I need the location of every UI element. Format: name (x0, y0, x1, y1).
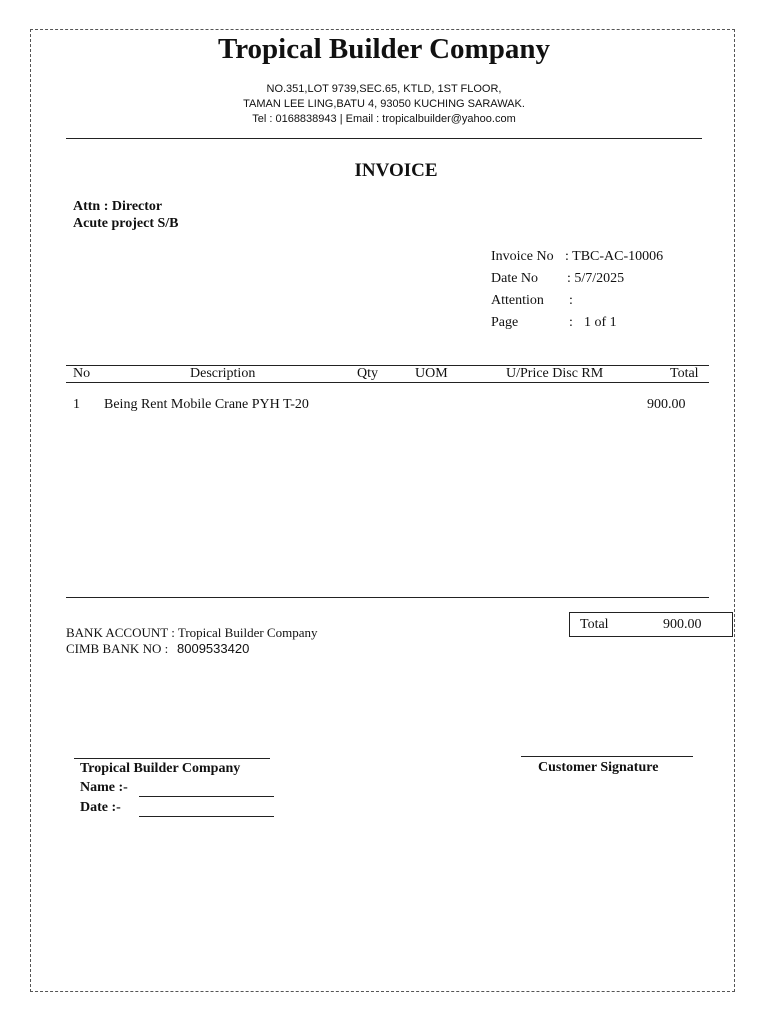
total-value: 900.00 (663, 617, 702, 632)
bank-account: BANK ACCOUNT : Tropical Builder Company (66, 625, 318, 640)
table-bottom-rule (66, 597, 709, 598)
date-label: Date No (491, 271, 539, 286)
row-total: 900.00 (647, 397, 686, 412)
cimb-bank-label: CIMB BANK NO : (66, 641, 169, 656)
attention-value: : (569, 293, 573, 308)
page-separator: : (569, 315, 573, 330)
row-description: Being Rent Mobile Crane PYH T-20 (104, 397, 309, 412)
col-header-description: Description (190, 366, 256, 381)
company-address-line2: TAMAN LEE LING,BATU 4, 93050 KUCHING SARAWAK. (243, 98, 525, 110)
cimb-bank-number: 8009533420 (177, 641, 250, 656)
date-label-sig: Date :- (80, 800, 121, 815)
date-field-line (139, 816, 274, 817)
customer-signature-line (521, 756, 693, 757)
attention-label: Attention (491, 293, 544, 308)
company-contact: Tel : 0168838943 | Email : tropicalbuilder@yahoo.com (252, 113, 516, 125)
col-header-uprice: U/Price Disc RM (506, 366, 604, 381)
signature-company-name: Tropical Builder Company (80, 761, 241, 776)
recipient-company: Acute project S/B (73, 216, 179, 231)
invoice-no-label: Invoice No (491, 249, 554, 264)
customer-signature-label: Customer Signature (538, 760, 659, 775)
attn-line: Attn : Director (73, 199, 163, 214)
table-header-rule (66, 382, 709, 383)
page-label: Page (491, 315, 519, 330)
col-header-qty: Qty (357, 366, 378, 381)
document-title: INVOICE (354, 160, 438, 181)
company-signature-line (74, 758, 270, 759)
company-name: Tropical Builder Company (218, 33, 550, 65)
date-value: : 5/7/2025 (567, 271, 625, 286)
header-divider (66, 138, 702, 139)
company-address-line1: NO.351,LOT 9739,SEC.65, KTLD, 1ST FLOOR, (266, 83, 502, 95)
name-field-line (139, 796, 274, 797)
col-header-uom: UOM (415, 366, 448, 381)
page-value: 1 of 1 (584, 315, 617, 330)
table-top-rule (66, 365, 709, 366)
row-no: 1 (73, 397, 80, 412)
name-label: Name :- (80, 780, 128, 795)
col-header-total: Total (670, 366, 699, 381)
total-label: Total (580, 617, 609, 632)
invoice-no-value: : TBC-AC-10006 (565, 249, 664, 264)
col-header-no: No (73, 366, 91, 381)
